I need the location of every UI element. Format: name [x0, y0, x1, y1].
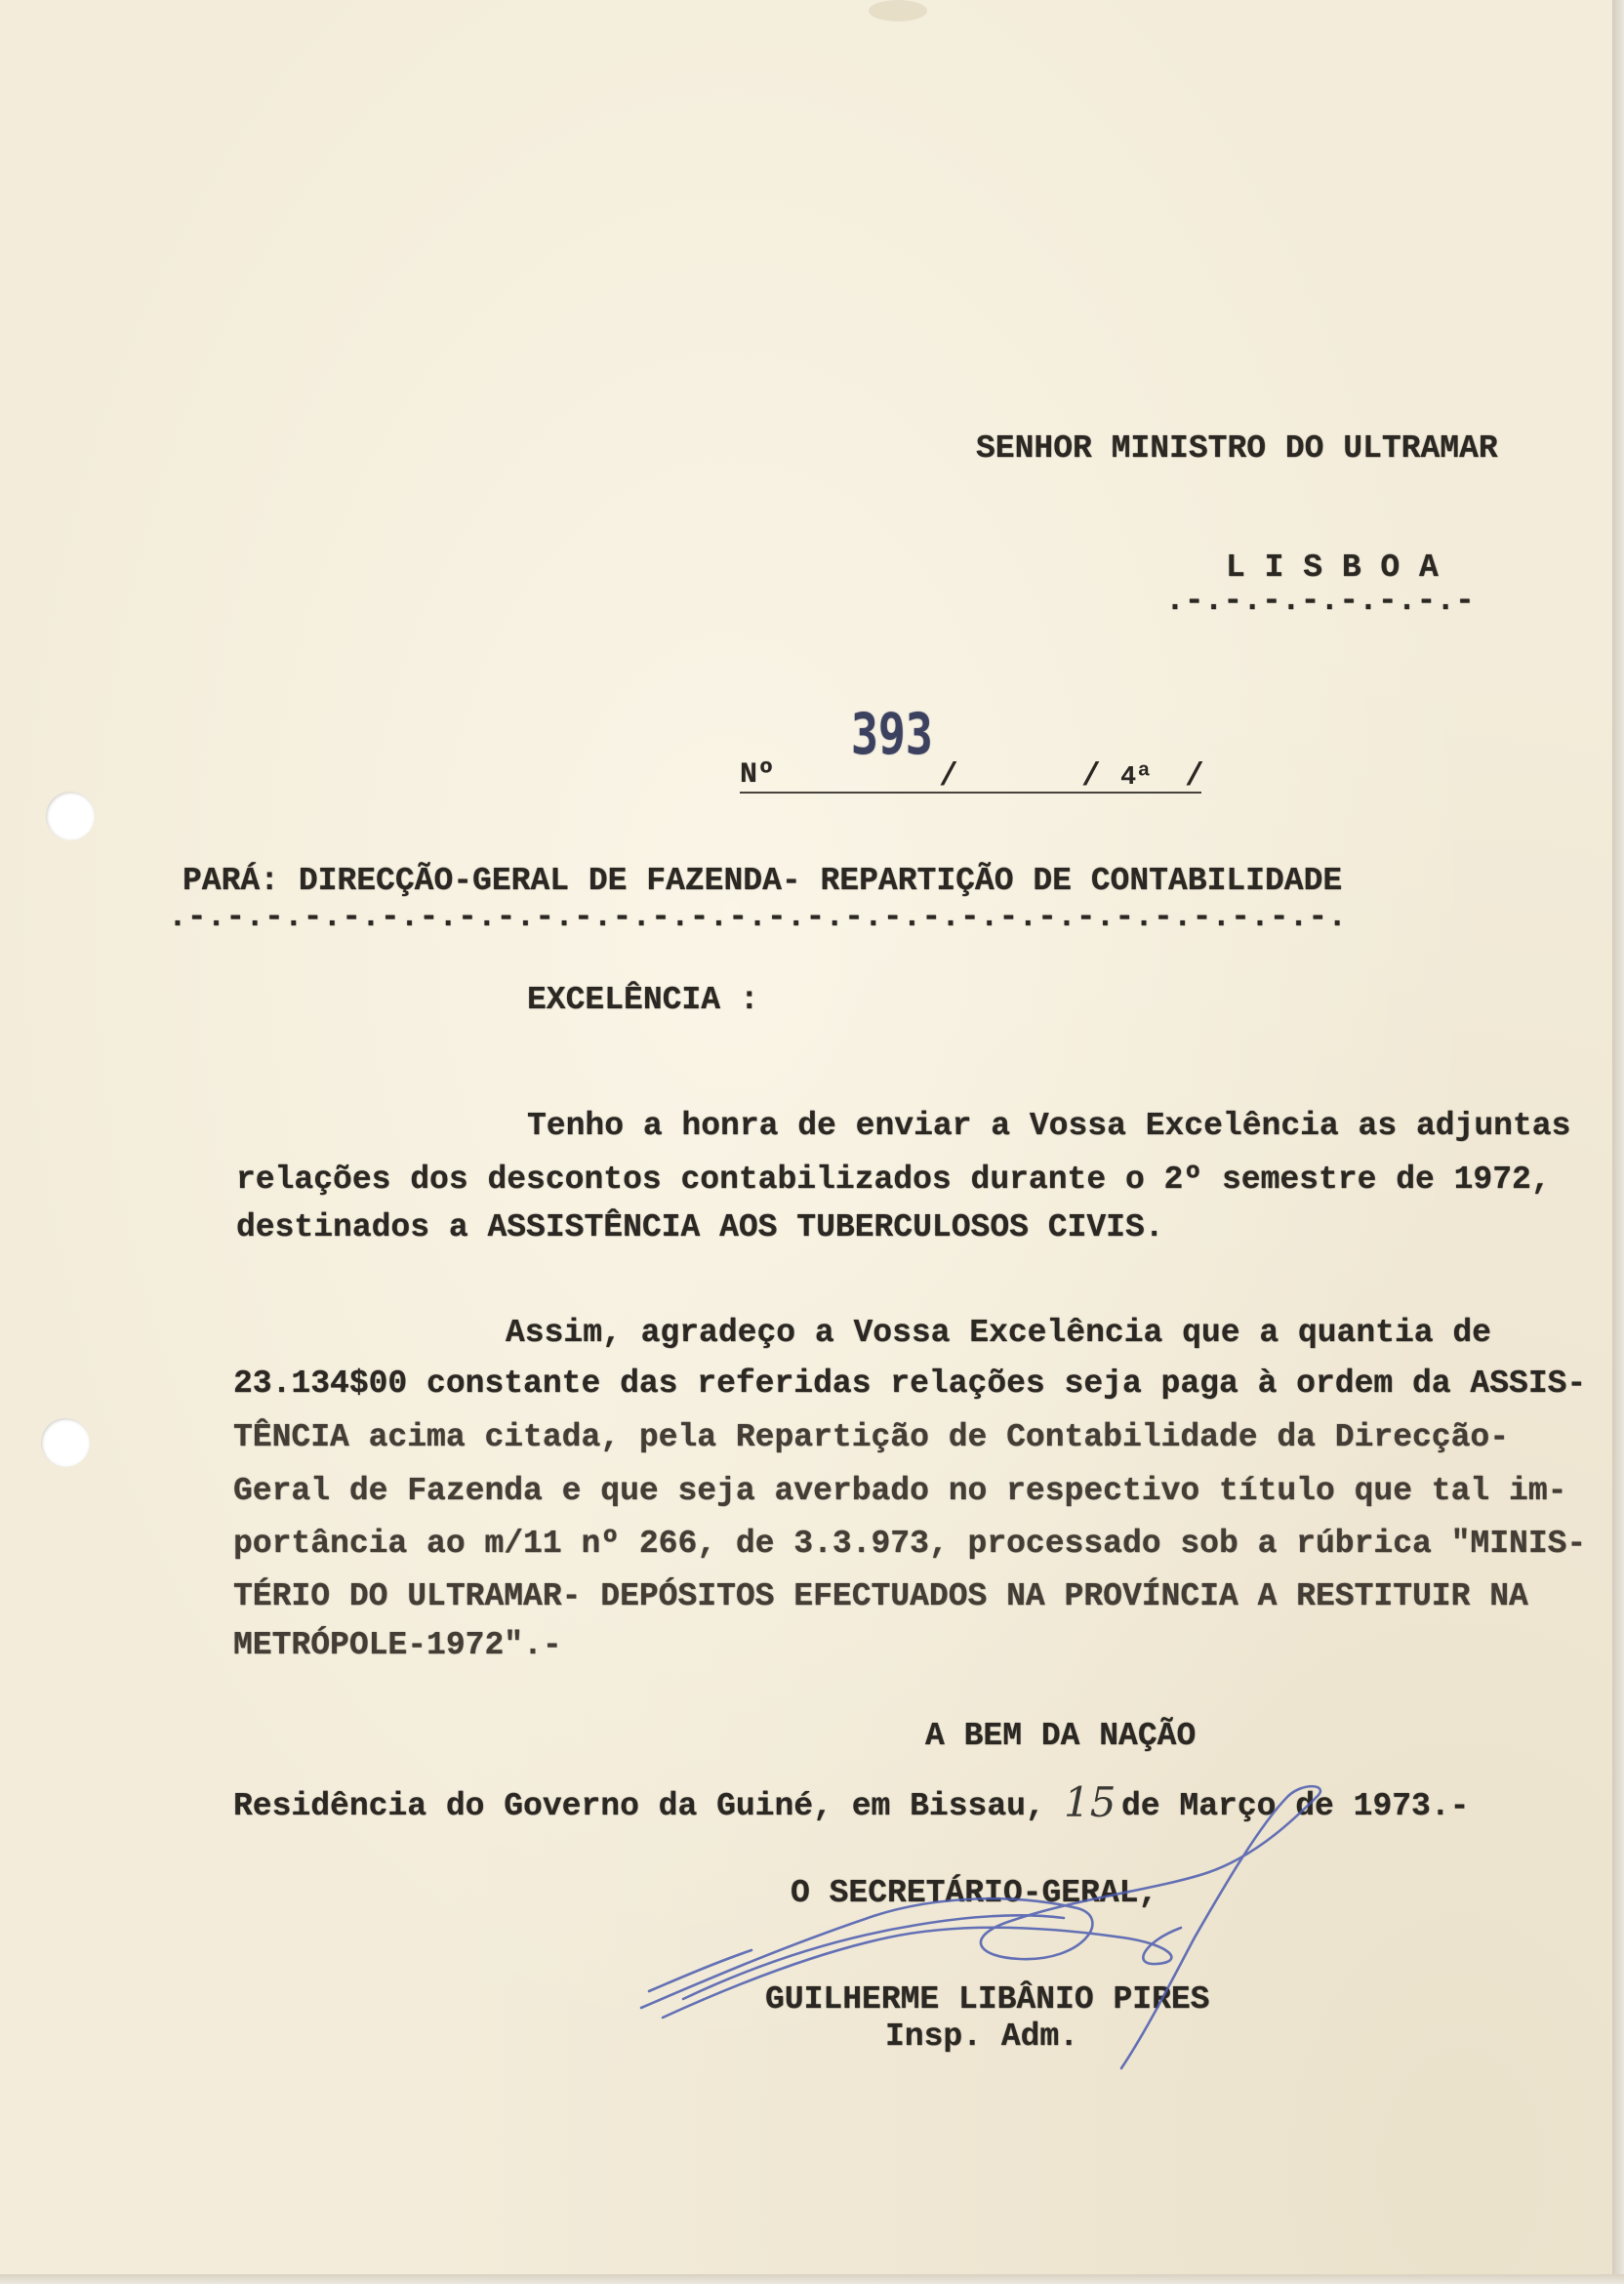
recipient-line: SENHOR MINISTRO DO ULTRAMAR: [976, 430, 1498, 467]
city-underline-rule: .-.-.-.-.-.-.-.-: [1165, 583, 1475, 619]
punch-hole: [41, 1418, 90, 1467]
reference-number-stamp: 393: [851, 701, 933, 767]
paragraph-1-line: Tenho a honra de enviar a Vossa Excelência as adjuntas: [527, 1108, 1571, 1144]
punch-hole: [46, 792, 95, 840]
paragraph-2-line: METRÓPOLE-1972".-: [233, 1627, 562, 1663]
paragraph-2-line: portância ao m/11 nº 266, de 3.3.973, processado sob a rúbrica "MINIS-: [233, 1526, 1587, 1562]
paragraph-1-line: relações dos descontos contabilizados durante o 2º semestre de 1972,: [236, 1162, 1551, 1198]
paragraph-2-line: TÉRIO DO ULTRAMAR- DEPÓSITOS EFECTUADOS NA PROVÍNCIA A RESTITUIR NA: [233, 1578, 1528, 1614]
date-place: Residência do Governo da Guiné, em Bissau,: [233, 1788, 1045, 1824]
signer-title: O SECRETÁRIO-GERAL,: [791, 1875, 1158, 1911]
city-line: L I S B O A: [1226, 550, 1439, 586]
addressee-line: PARÁ: DIRECÇÃO-GERAL DE FAZENDA- REPARTIÇÃO DE CONTABILIDADE: [183, 863, 1343, 899]
reference-slash: /: [1185, 758, 1204, 795]
paragraph-2-line: Assim, agradeço a Vossa Excelência que a quantia de: [506, 1315, 1491, 1351]
closing-formula: A BEM DA NAÇÃO: [925, 1718, 1197, 1754]
signature-stroke: [649, 1950, 751, 1991]
reference-series: 4ª: [1120, 763, 1153, 793]
paper-stain: [869, 0, 927, 21]
date-day-handwritten: 15: [1064, 1778, 1116, 1826]
addressee-underline-rule: .-.-.-.-.-.-.-.-.-.-.-.-.-.-.-.-.-.-.-.-.-.-.-.-.-.-.-.-.-.-.: [168, 899, 1347, 935]
signer-name: GUILHERME LIBÂNIO PIRES: [765, 1981, 1210, 2018]
signer-role: Insp. Adm.: [885, 2019, 1079, 2055]
date-rest: de Março de 1973.-: [1121, 1788, 1470, 1824]
paragraph-1-line: destinados a ASSISTÊNCIA AOS TUBERCULOSOS CIVIS.: [236, 1209, 1164, 1245]
paragraph-2-line: 23.134$00 constante das referidas relações seja paga à ordem da ASSIS-: [233, 1366, 1587, 1402]
paragraph-2-line: Geral de Fazenda e que seja averbado no respectivo título que tal im-: [233, 1473, 1567, 1509]
reference-slash: /: [1081, 758, 1101, 795]
paragraph-2-line: TÊNCIA acima citada, pela Repartição de Contabilidade da Direcção-: [233, 1419, 1510, 1455]
paper-edge: [1612, 0, 1624, 2284]
reference-slash: /: [939, 758, 958, 795]
salutation: EXCELÊNCIA :: [527, 982, 759, 1018]
reference-number-label: Nº: [740, 758, 776, 792]
paper-edge: [0, 2274, 1624, 2284]
